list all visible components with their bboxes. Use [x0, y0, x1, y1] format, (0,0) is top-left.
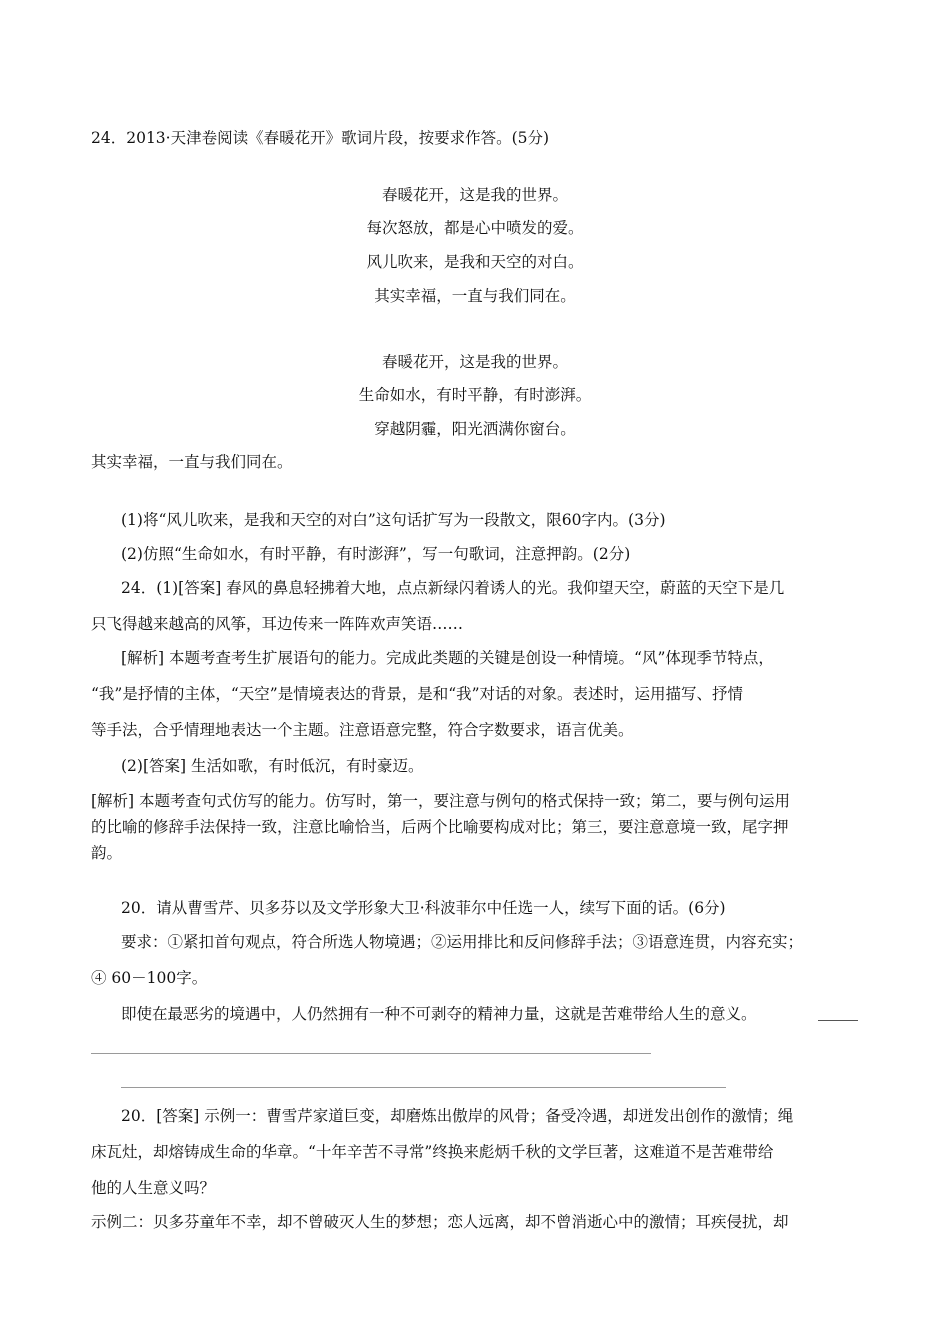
- poem-line: 风儿吹来，是我和天空的对白。: [366, 253, 584, 271]
- answer-blank-line: [91, 1053, 651, 1054]
- poem-line: 春暖花开，这是我的世界。: [381, 186, 568, 204]
- explanation-24-1: [解析] 本题考查考生扩展语句的能力。完成此类题的关键是创设一种情境。“风”体现季节特点，: [121, 649, 774, 667]
- sub-question-1: (1)将“风儿吹来，是我和天空的对白”这句话扩写为一段散文，限60字内。(3分): [121, 511, 666, 529]
- question-20-requirements: ④ 60－100字。: [91, 969, 208, 987]
- answer-blank-line: [121, 1087, 726, 1088]
- poem-line: 每次怒放，都是心中喷发的爱。: [366, 219, 584, 237]
- question-24-title: 24．2013·天津卷阅读《春暖花开》歌词片段，按要求作答。(5分): [91, 129, 550, 147]
- explanation-24-2: 韵。: [91, 844, 123, 862]
- question-20-title: 20．请从曹雪芹、贝多芬以及文学形象大卫·科波菲尔中任选一人，续写下面的话。(6分): [121, 899, 726, 917]
- answer-20-example-2: 示例二：贝多芬童年不幸，却不曾破灭人生的梦想；恋人远离，却不曾消逝心中的激情；耳疾侵扰，却: [91, 1213, 789, 1231]
- poem-line: 生命如水，有时平静，有时澎湃。: [358, 386, 592, 404]
- answer-blank-line: [818, 1020, 858, 1021]
- explanation-24-2: [解析] 本题考查句式仿写的能力。仿写时，第一，要注意与例句的格式保持一致；第二，要与例句运用: [91, 792, 791, 810]
- question-20-prompt: 即使在最恶劣的境遇中，人仍然拥有一种不可剥夺的精神力量，这就是苦难带给人生的意义。: [121, 1005, 757, 1023]
- poem-line: 穿越阴霾，阳光洒满你窗台。: [374, 420, 576, 438]
- sub-question-2: (2)仿照“生命如水，有时平静，有时澎湃”，写一句歌词，注意押韵。(2分): [121, 545, 631, 563]
- answer-20-example-1: 20．[答案] 示例一：曹雪芹家道巨变，却磨炼出傲岸的风骨；备受冷遇，却迸发出创作的激情；绳: [121, 1107, 794, 1125]
- answer-20-example-1: 他的人生意义吗？: [91, 1179, 216, 1197]
- answer-24-1: 只飞得越来越高的风筝，耳边传来一阵阵欢声笑语……: [91, 615, 464, 633]
- answer-24-1: 24．(1)[答案] 春风的鼻息轻拂着大地，点点新绿闪着诱人的光。我仰望天空，蔚蓝的天空下是几: [121, 579, 785, 597]
- explanation-24-1: 等手法，合乎情理地表达一个主题。注意语意完整，符合字数要求，语言优美。: [91, 721, 634, 739]
- answer-24-2: (2)[答案] 生活如歌，有时低沉，有时豪迈。: [121, 757, 424, 775]
- explanation-24-1: “我”是抒情的主体，“天空”是情境表达的背景，是和“我”对话的对象。表述时，运用描写、抒情: [91, 685, 744, 703]
- poem-line: 其实幸福，一直与我们同在。: [374, 287, 576, 305]
- poem-last-line: 其实幸福，一直与我们同在。: [91, 453, 293, 471]
- answer-20-example-1: 床瓦灶，却熔铸成生命的华章。“十年辛苦不寻常”终换来彪炳千秋的文学巨著，这难道不是苦难带给: [91, 1143, 774, 1161]
- question-20-requirements: 要求：①紧扣首句观点，符合所选人物境遇；②运用排比和反问修辞手法；③语意连贯，内容充实；: [121, 933, 804, 951]
- poem-line: 春暖花开，这是我的世界。: [381, 353, 568, 371]
- explanation-24-2: 的比喻的修辞手法保持一致，注意比喻恰当，后两个比喻要构成对比；第三，要注意意境一致，尾字押: [91, 818, 789, 836]
